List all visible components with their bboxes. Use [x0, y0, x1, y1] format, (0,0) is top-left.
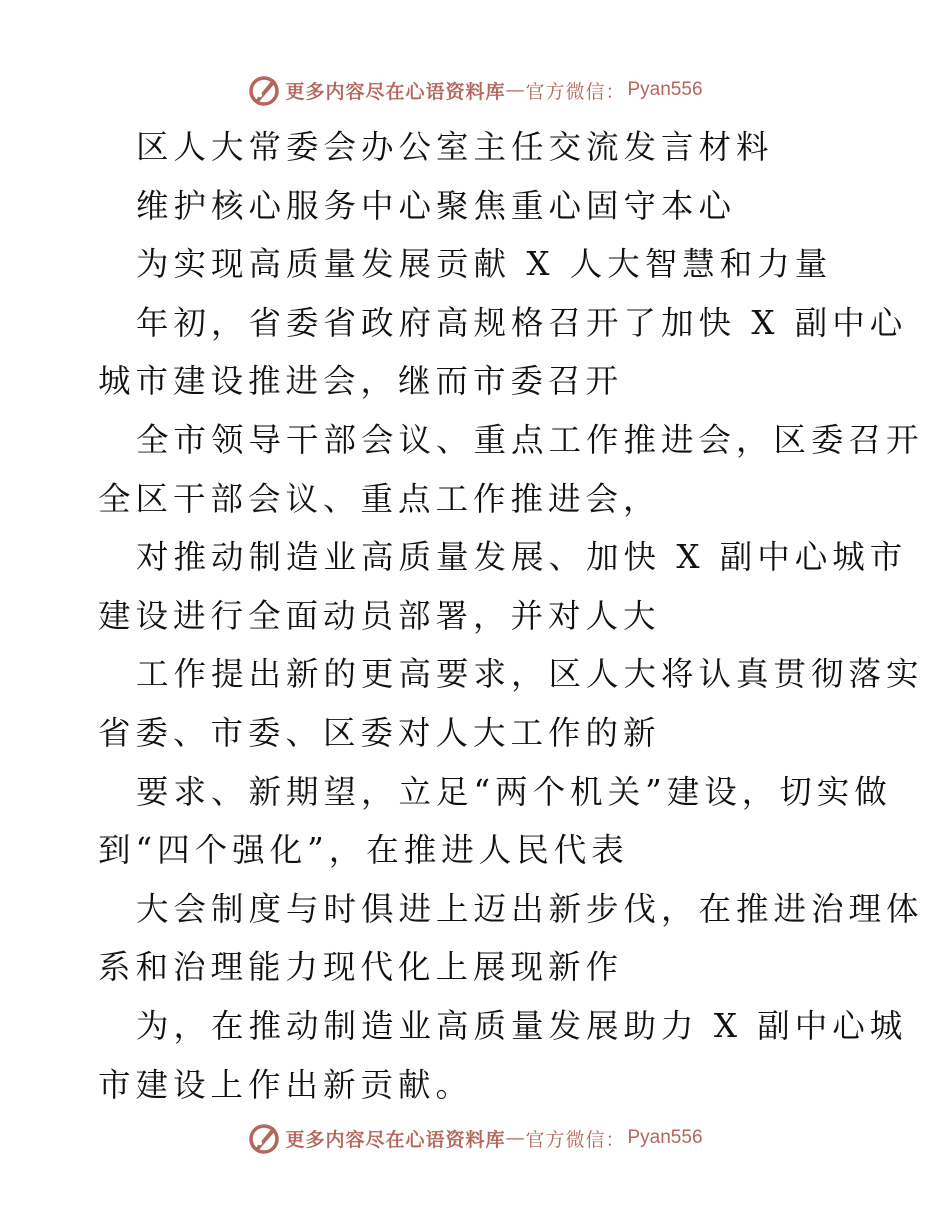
paragraph-line: 建设进行全面动员部署，并对人大 — [98, 596, 661, 635]
paragraph-line: 大会制度与时俱进上迈出新步伐，在推进治理体 — [136, 889, 924, 928]
paragraph-line: 全区干部会议、重点工作推进会， — [98, 479, 661, 518]
paragraph-line: 年初，省委省政府高规格召开了加快 X 副中心 — [136, 303, 908, 342]
doc-subtitle: 为实现高质量发展贡献 X 人大智慧和力量 — [136, 245, 833, 284]
doc-subtitle: 维护核心服务中心聚焦重心固守本心 — [136, 186, 737, 225]
paragraph-line: 城市建设推进会，继而市委召开 — [98, 362, 624, 401]
document-body — [98, 118, 924, 1114]
paragraph-line: 到“四个强化”，在推进人民代表 — [98, 831, 629, 870]
paragraph-line: 市建设上作出新贡献。 — [98, 1065, 474, 1104]
paragraph-line: 全市领导干部会议、重点工作推进会，区委召开 — [136, 420, 924, 459]
paragraph-line: 对推动制造业高质量发展、加快 X 副中心城市 — [136, 538, 908, 577]
quill-pen-logo-icon — [247, 1121, 281, 1155]
paragraph-line: 省委、市委、区委对人大工作的新 — [98, 713, 661, 752]
header-separator: — — [505, 79, 526, 101]
header-site-text: 更多内容尽在心语资料库 — [285, 80, 506, 103]
footer-separator: — — [505, 1127, 526, 1149]
paragraph-line: 要求、新期望，立足“两个机关”建设，切实做 — [136, 772, 892, 811]
footer-banner — [0, 1118, 950, 1158]
doc-title: 区人大常委会办公室主任交流发言材料 — [136, 128, 774, 166]
header-wechat-label: 官方微信： — [525, 80, 626, 103]
quill-pen-logo-icon — [247, 73, 281, 107]
paragraph-line: 系和治理能力现代化上展现新作 — [98, 948, 624, 987]
footer-wechat-id: Pyan556 — [627, 1127, 703, 1148]
paragraph-line: 工作提出新的更高要求，区人大将认真贯彻落实 — [136, 655, 924, 694]
paragraph-line: 为，在推动制造业高质量发展助力 X 副中心城 — [136, 1006, 908, 1045]
footer-site-text: 更多内容尽在心语资料库 — [285, 1128, 506, 1151]
footer-wechat-label: 官方微信： — [525, 1128, 626, 1151]
header-wechat-id: Pyan556 — [627, 79, 703, 100]
header-banner — [0, 70, 950, 110]
